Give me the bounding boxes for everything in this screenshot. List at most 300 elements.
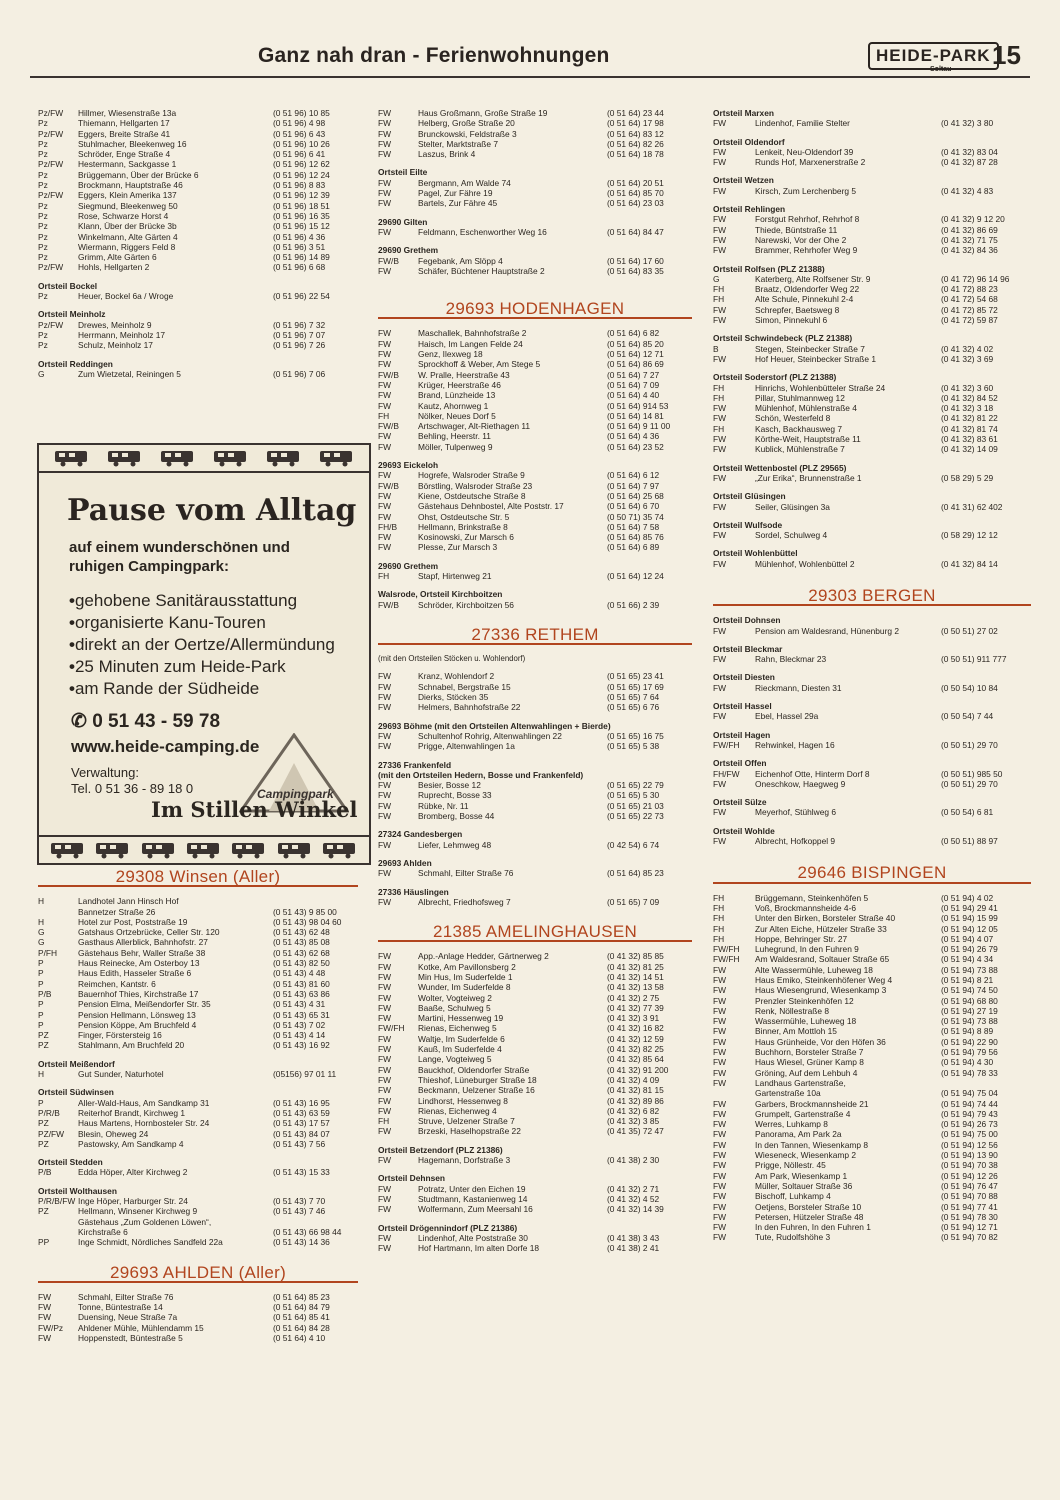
listing-name-address: Luhegrund, In den Fuhren 9 bbox=[755, 944, 859, 955]
accommodation-type: FW bbox=[378, 790, 392, 801]
district-heading: Ortsteil Wulfsode bbox=[713, 519, 783, 530]
listing-name-address: Fegebank, Am Slöpp 4 bbox=[418, 255, 503, 266]
listing-name-address: Gästehaus Dehnbostel, Alte Poststr. 17 bbox=[418, 501, 564, 512]
listing-name-address: Grimm, Alte Gärten 6 bbox=[78, 252, 157, 263]
listing-row bbox=[378, 1126, 692, 1136]
accommodation-type: H bbox=[38, 916, 45, 927]
listing-phone: (0 41 32) 85 64 bbox=[607, 1054, 664, 1065]
listing-phone: (0 51 94) 75 04 bbox=[941, 1088, 998, 1099]
accommodation-type: FW bbox=[713, 157, 727, 168]
listing-phone: (0 51 96) 12 24 bbox=[273, 169, 330, 180]
accommodation-type: Pz bbox=[38, 291, 48, 302]
listing-name-address: Hogrefe, Walsroder Straße 9 bbox=[418, 470, 525, 481]
listing-name-address: Forstgut Rehrhof, Rehrhof 8 bbox=[755, 214, 860, 225]
listing-name-address: Artschwager, Alt-Riethagen 11 bbox=[418, 421, 531, 432]
accommodation-type: FW bbox=[38, 1332, 52, 1343]
listing-phone: (0 51 64) 7 58 bbox=[607, 521, 660, 532]
listing-phone: (0 41 32) 87 28 bbox=[941, 157, 998, 168]
accommodation-type: FW bbox=[713, 1170, 727, 1181]
listing-phone: (0 41 38) 3 43 bbox=[607, 1232, 660, 1243]
listing-phone: (0 41 32) 84 14 bbox=[941, 558, 998, 569]
listing-row bbox=[38, 170, 358, 180]
listing-row bbox=[38, 1312, 358, 1322]
listing-name-address: Garbers, Brockmannsheide 21 bbox=[755, 1098, 869, 1109]
listing-phone: (0 41 32) 16 82 bbox=[607, 1023, 664, 1034]
accommodation-type: FW bbox=[713, 682, 727, 693]
district-heading: Ortsteil Wohlde bbox=[713, 825, 775, 836]
accommodation-type: FH bbox=[713, 392, 725, 403]
listing-name-address: Genz, Ilexweg 18 bbox=[418, 349, 483, 360]
listing-phone: (0 41 32) 14 39 bbox=[607, 1204, 664, 1215]
listing-name-address: Landhotel Jann Hinsch Hof bbox=[78, 896, 179, 907]
listing-row bbox=[713, 1057, 1031, 1067]
listing-phone: (0 51 64) 9 11 00 bbox=[607, 421, 671, 432]
listing-phone: (0 51 64) 85 23 bbox=[607, 868, 664, 879]
listing-phone: (0 51 94) 4 07 bbox=[941, 933, 994, 944]
listing-phone: (0 51 94) 26 73 bbox=[941, 1119, 998, 1130]
accommodation-type: FW bbox=[713, 1180, 727, 1191]
listing-row bbox=[713, 403, 1031, 413]
listing-row bbox=[713, 274, 1031, 284]
accommodation-type: FW bbox=[713, 964, 727, 975]
listing-row bbox=[38, 118, 358, 128]
listing-phone: (0 51 64) 84 28 bbox=[273, 1322, 330, 1333]
listing-row bbox=[713, 214, 1031, 224]
listing-name-address: Thiede, Büntstraße 11 bbox=[755, 224, 838, 235]
accommodation-type: FW bbox=[378, 431, 392, 442]
listing-row bbox=[713, 1222, 1031, 1232]
accommodation-type: FW bbox=[378, 961, 392, 972]
listing-phone: (0 51 43) 7 02 bbox=[273, 1019, 326, 1030]
accommodation-type: FW bbox=[713, 1077, 727, 1088]
listing-row bbox=[378, 571, 692, 581]
listing-name-address: Lindenhof, Alte Poststraße 30 bbox=[418, 1232, 528, 1243]
listing-row bbox=[378, 411, 692, 421]
ad-feature: • organisierte Kanu-Touren bbox=[69, 612, 369, 634]
listing-name-address: Wunder, Im Suderfelde 8 bbox=[418, 982, 511, 993]
listing-phone: (0 51 64) 82 26 bbox=[607, 138, 664, 149]
accommodation-type: P/R/B bbox=[38, 1107, 60, 1118]
listing-phone: (0 51 65) 22 73 bbox=[607, 811, 664, 822]
listing-row bbox=[713, 779, 1031, 789]
listing-phone: (0 41 32) 3 60 bbox=[941, 382, 994, 393]
listing-name-address: Schmahl, Eilter Straße 76 bbox=[78, 1291, 174, 1302]
listing-row bbox=[713, 1202, 1031, 1212]
listing-name-address: Krüger, Heerstraße 46 bbox=[418, 379, 501, 390]
listing-row bbox=[713, 344, 1031, 354]
listing-phone bbox=[273, 896, 358, 906]
district-heading: Ortsteil Eilte bbox=[378, 167, 428, 178]
town-heading: 21385 AMELINGHAUSEN bbox=[378, 923, 692, 942]
listing-name-address: Schrepfer, Baetsweg 8 bbox=[755, 304, 840, 315]
listing-row bbox=[378, 1003, 692, 1013]
accommodation-type: Pz bbox=[38, 149, 48, 160]
listing-row bbox=[378, 1034, 692, 1044]
listing-row bbox=[38, 1333, 358, 1343]
listing-name-address: Kautz, Ahornweg 1 bbox=[418, 400, 489, 411]
listing-phone: (0 51 94) 70 88 bbox=[941, 1191, 998, 1202]
listing-name-address: Hof Hartmann, Im alten Dorfe 18 bbox=[418, 1243, 540, 1254]
accommodation-type: FW bbox=[38, 1302, 52, 1313]
listing-row bbox=[378, 1054, 692, 1064]
listing-phone: (0 41 32) 3 85 bbox=[607, 1116, 660, 1127]
listing-row bbox=[713, 294, 1031, 304]
listing-phone: (0 51 43) 85 08 bbox=[273, 937, 330, 948]
listing-name-address: Hof Heuer, Steinbecker Straße 1 bbox=[755, 353, 877, 364]
listing-phone: (0 51 64) 6 89 bbox=[607, 542, 660, 553]
district-heading: 27336 Häuslingen bbox=[378, 886, 449, 897]
listing-phone: (0 51 96) 7 06 bbox=[273, 368, 326, 379]
listing-phone: (0 50 51) 29 70 bbox=[941, 778, 998, 789]
listing-row bbox=[378, 962, 692, 972]
town-heading: 29646 BISPINGEN bbox=[713, 864, 1031, 883]
ad-sign: Im Stillen Winkel bbox=[151, 797, 358, 822]
listing-name-address: Gatshaus Ortzebrücke, Celler Str. 120 bbox=[78, 927, 220, 938]
listing-name-address: Thieshof, Lüneburger Straße 18 bbox=[418, 1074, 537, 1085]
listing-name-address: Thiemann, Hellgarten 17 bbox=[78, 118, 170, 129]
listing-row bbox=[378, 349, 692, 359]
district-heading: Ortsteil Schwindebeck (PLZ 21388) bbox=[713, 333, 853, 344]
listing-row bbox=[378, 1194, 692, 1204]
listing-phone: (0 51 64) 85 20 bbox=[607, 338, 664, 349]
accommodation-type: FW bbox=[378, 702, 392, 713]
accommodation-type: FH bbox=[713, 923, 725, 934]
listing-name-address: Rahn, Bleckmar 23 bbox=[755, 654, 827, 665]
listing-name-address: Rienas, Eichenweg 5 bbox=[418, 1023, 497, 1034]
listing-name-address: Schnabel, Bergstraße 15 bbox=[418, 681, 511, 692]
listing-name-address: Dierks, Stöcken 35 bbox=[418, 692, 489, 703]
listing-phone: (0 41 32) 81 22 bbox=[941, 413, 998, 424]
district-heading: Walsrode, Ortsteil Kirchboitzen bbox=[378, 589, 503, 600]
listing-name-address: Struve, Uelzener Straße 7 bbox=[418, 1116, 515, 1127]
listing-phone: (0 50 51) 29 70 bbox=[941, 739, 998, 750]
listing-row bbox=[713, 1129, 1031, 1139]
listing-name-address: Rose, Schwarze Horst 4 bbox=[78, 210, 169, 221]
accommodation-type: FW bbox=[713, 975, 727, 985]
listing-name-address: Ahldener Mühle, Mühlendamm 15 bbox=[78, 1322, 204, 1333]
listing-name-address: Narewski, Vor der Ohe 2 bbox=[755, 234, 847, 245]
listing-phone: (0 51 64) 85 76 bbox=[607, 532, 664, 543]
listing-row bbox=[713, 444, 1031, 454]
listing-row bbox=[378, 868, 692, 878]
listing-row bbox=[713, 924, 1031, 934]
listing-row bbox=[38, 262, 358, 272]
accommodation-type: FH bbox=[713, 382, 725, 393]
listing-row bbox=[378, 982, 692, 992]
listing-name-address: Lindhorst, Hessenweg 8 bbox=[418, 1095, 508, 1106]
listing-name-address: Haus Wiesengrund, Wiesenkamp 3 bbox=[755, 985, 887, 996]
accommodation-type: FW bbox=[713, 472, 727, 483]
accommodation-type: FW bbox=[713, 1191, 727, 1202]
ad-website-link[interactable]: www.heide-camping.de bbox=[71, 737, 260, 756]
accommodation-type: FH bbox=[713, 294, 725, 305]
listing-row bbox=[378, 542, 692, 552]
listing-phone: (0 51 94) 12 56 bbox=[941, 1139, 998, 1150]
accommodation-type: FW bbox=[713, 530, 727, 541]
accommodation-type: FH bbox=[713, 913, 725, 924]
listing-row bbox=[38, 979, 358, 989]
listing-row bbox=[713, 1191, 1031, 1201]
accommodation-type: FW bbox=[378, 681, 392, 692]
accommodation-type: FW bbox=[378, 177, 392, 188]
accommodation-type: FW bbox=[713, 501, 727, 512]
listing-name-address: Albrecht, Friedhofsweg 7 bbox=[418, 896, 511, 907]
accommodation-type: FW bbox=[713, 1016, 727, 1027]
accommodation-type: FW bbox=[378, 118, 392, 129]
listing-name-address: Schulz, Meinholz 17 bbox=[78, 340, 153, 351]
listing-row bbox=[38, 252, 358, 262]
listing-name-address: Stapf, Hirtenweg 21 bbox=[418, 570, 492, 581]
listing-phone: (0 51 66) 2 39 bbox=[607, 599, 660, 610]
listing-row bbox=[38, 129, 358, 139]
listing-phone: (0 51 96) 15 12 bbox=[273, 221, 330, 232]
listing-name-address: Hellmann, Winsener Kirchweg 9 bbox=[78, 1206, 198, 1217]
listing-row bbox=[38, 958, 358, 968]
listing-row bbox=[713, 1016, 1031, 1026]
page-title: Ganz nah dran - Ferienwohnungen bbox=[258, 44, 610, 67]
accommodation-type: FW bbox=[378, 542, 392, 553]
listing-phone: (0 58 29) 12 12 bbox=[941, 530, 998, 541]
district-heading: Ortsteil Wohlenbüttel bbox=[713, 548, 798, 559]
listing-row bbox=[378, 129, 692, 139]
listing-row bbox=[38, 917, 358, 927]
town-heading: 29308 Winsen (Aller) bbox=[38, 868, 358, 887]
accommodation-type: Pz bbox=[38, 221, 48, 232]
listing-phone: (0 51 96) 6 68 bbox=[273, 262, 326, 273]
accommodation-type: PZ/FW bbox=[38, 1128, 65, 1139]
listing-row bbox=[378, 149, 692, 159]
accommodation-type: P bbox=[38, 1097, 44, 1108]
district-heading: Ortsteil Oldendorf bbox=[713, 136, 785, 147]
listing-name-address: Schultenhof Rohrig, Altenwahlingen 22 bbox=[418, 730, 562, 741]
listing-name-address: Pension am Waldesrand, Hünenburg 2 bbox=[755, 625, 900, 636]
listing-name-address: Wieseneck, Wiesenkamp 2 bbox=[755, 1150, 857, 1161]
accommodation-type: FW/Pz bbox=[38, 1322, 64, 1333]
listing-row bbox=[713, 1088, 1031, 1098]
accommodation-type: FW bbox=[713, 995, 727, 1006]
listing-name-address: Am Park, Wiesenkamp 1 bbox=[755, 1170, 848, 1181]
ad-phone: ✆ 0 51 43 - 59 78 bbox=[71, 711, 221, 732]
listing-phone: (0 51 43) 62 48 bbox=[273, 927, 330, 938]
listing-row bbox=[378, 600, 692, 610]
listing-row bbox=[378, 198, 692, 208]
listing-row bbox=[38, 1040, 358, 1050]
accommodation-type: PZ bbox=[38, 1040, 49, 1051]
listing-name-address: Duensing, Neue Straße 7a bbox=[78, 1312, 178, 1323]
listing-phone: (0 51 94) 73 88 bbox=[941, 1016, 998, 1027]
listing-name-address: Rehwinkel, Hagen 16 bbox=[755, 739, 835, 750]
listing-name-address: Möller, Tulpenweg 9 bbox=[418, 441, 493, 452]
listing-name-address: Alte Schule, Pinnekuhl 2-4 bbox=[755, 294, 854, 305]
listing-row bbox=[713, 654, 1031, 664]
listing-name-address: Voß, Brockmannsheide 4-6 bbox=[755, 902, 857, 913]
district-heading: Ortsteil Reddingen bbox=[38, 358, 113, 369]
listing-name-address: Pagel, Zur Fähre 19 bbox=[418, 188, 493, 199]
district-heading: 29690 Gilten bbox=[378, 216, 428, 227]
accommodation-type: FW/B bbox=[378, 421, 399, 432]
district-heading: Ortsteil Dehnsen bbox=[378, 1173, 446, 1184]
listing-name-address: Ohst, Ostdeutsche Str. 5 bbox=[418, 511, 510, 522]
listing-phone: (0 41 38) 2 30 bbox=[607, 1155, 660, 1166]
listing-row bbox=[378, 1243, 692, 1253]
town-heading: 29693 AHLDEN (Aller) bbox=[38, 1264, 358, 1283]
accommodation-type: FW bbox=[378, 951, 392, 962]
listing-name-address: Ebel, Hassel 29a bbox=[755, 711, 819, 722]
listing-phone: (0 51 94) 4 02 bbox=[941, 892, 994, 903]
listing-row bbox=[378, 139, 692, 149]
district-heading: 27336 Frankenfeld bbox=[378, 759, 452, 770]
listing-phone: (0 41 32) 84 36 bbox=[941, 245, 998, 256]
listing-phone: (0 51 94) 79 43 bbox=[941, 1108, 998, 1119]
listing-phone: (0 51 64) 14 81 bbox=[607, 410, 664, 421]
listing-name-address: Winkelmann, Alte Gärten 4 bbox=[78, 231, 178, 242]
caravan-icon bbox=[212, 449, 250, 467]
listing-phone: (0 41 31) 62 402 bbox=[941, 501, 1003, 512]
accommodation-type: FW bbox=[713, 1201, 727, 1212]
listing-name-address: Blesin, Oheweg 24 bbox=[78, 1128, 149, 1139]
listing-phone: (0 51 94) 12 05 bbox=[941, 923, 998, 934]
listing-phone: (0 51 64) 20 51 bbox=[607, 177, 664, 188]
accommodation-type: FW/FH bbox=[378, 1023, 405, 1034]
district-heading: Ortsteil Hassel bbox=[713, 701, 772, 712]
listing-phone: (0 51 64) 25 68 bbox=[607, 490, 664, 501]
accommodation-type: FW bbox=[378, 992, 392, 1003]
accommodation-type: FW bbox=[713, 413, 727, 424]
listing-name-address: Finger, Förstersteig 16 bbox=[78, 1030, 162, 1041]
listing-phone: (0 50 54) 10 84 bbox=[941, 682, 998, 693]
accommodation-type: FW bbox=[713, 1067, 727, 1078]
accommodation-type: Pz bbox=[38, 138, 48, 149]
listing-phone: (0 41 32) 81 25 bbox=[607, 961, 664, 972]
listing-name-address: Martini, Hessenweg 19 bbox=[418, 1013, 504, 1024]
listing-phone: (0 51 94) 78 30 bbox=[941, 1211, 998, 1222]
accommodation-type: FW bbox=[378, 1074, 392, 1085]
district-heading: Ortsteil Drögennindorf (PLZ 21386) bbox=[378, 1222, 518, 1233]
listing-row bbox=[713, 383, 1031, 393]
listing-name-address: Drewes, Meinholz 9 bbox=[78, 319, 152, 330]
listing-row bbox=[713, 740, 1031, 750]
district-heading: Ortsteil Südwinsen bbox=[38, 1087, 114, 1098]
accommodation-type: FW bbox=[378, 868, 392, 879]
listing-phone: (0 51 64) 7 09 bbox=[607, 379, 660, 390]
listing-row bbox=[713, 1099, 1031, 1109]
accommodation-type: FW bbox=[378, 1155, 392, 1166]
listing-phone: (0 51 96) 6 41 bbox=[273, 149, 326, 160]
listing-name-address: Kosinowski, Zur Marsch 6 bbox=[418, 532, 514, 543]
district-heading: Ortsteil Offen bbox=[713, 758, 767, 769]
listing-phone: (0 41 32) 3 69 bbox=[941, 353, 994, 364]
accommodation-type: FW bbox=[378, 1193, 392, 1204]
listing-phone: (0 58 29) 5 29 bbox=[941, 472, 994, 483]
accommodation-type: PP bbox=[38, 1237, 50, 1248]
accommodation-type: Pz bbox=[38, 200, 48, 211]
listing-row bbox=[38, 340, 358, 350]
district-heading: Ortsteil Marxen bbox=[713, 108, 774, 118]
accommodation-type: FW bbox=[378, 328, 392, 339]
listing-name-address: Herrmann, Meinholz 17 bbox=[78, 329, 166, 340]
listing-row bbox=[713, 1232, 1031, 1242]
listing-row bbox=[378, 380, 692, 390]
listing-phone: (0 51 96) 10 85 bbox=[273, 108, 330, 118]
listing-name-address: Brunckowski, Feldstraße 3 bbox=[418, 128, 517, 139]
listing-phone: (0 41 32) 3 18 bbox=[941, 403, 994, 414]
accommodation-type: FW bbox=[713, 304, 727, 315]
accommodation-type: G bbox=[38, 937, 45, 948]
listing-name-address: Gröning, Auf dem Lehbuh 4 bbox=[755, 1067, 858, 1078]
listing-name-address: Lenkeit, Neu-Oldendorf 39 bbox=[755, 146, 854, 157]
listing-phone: (0 51 94) 77 41 bbox=[941, 1201, 998, 1212]
listing-row bbox=[38, 907, 358, 917]
listing-row bbox=[38, 320, 358, 330]
listing-row bbox=[38, 159, 358, 169]
listing-row bbox=[38, 242, 358, 252]
listing-phone: (0 51 64) 23 03 bbox=[607, 198, 664, 209]
caravan-icon bbox=[265, 449, 303, 467]
listing-row bbox=[713, 807, 1031, 817]
accommodation-type bbox=[38, 1227, 78, 1237]
accommodation-type: PZ bbox=[38, 1118, 49, 1129]
town-heading: 27336 RETHEM bbox=[378, 626, 692, 645]
listing-row bbox=[713, 903, 1031, 913]
listing-row bbox=[378, 1044, 692, 1054]
listing-name-address: Brand, Lünzheide 13 bbox=[418, 390, 496, 401]
accommodation-type: FW bbox=[378, 1095, 392, 1106]
accommodation-type: FW bbox=[378, 972, 392, 982]
listing-phone: (0 51 64) 85 70 bbox=[607, 188, 664, 199]
listing-row bbox=[713, 305, 1031, 315]
listing-name-address: Meyerhof, Stühlweg 6 bbox=[755, 807, 837, 818]
campingpark-advertisement bbox=[37, 443, 371, 865]
listing-phone: (0 51 64) 17 98 bbox=[607, 118, 664, 129]
listing-name-address: Eggers, Breite Straße 41 bbox=[78, 128, 171, 139]
listing-name-address: Rieckmann, Diesten 31 bbox=[755, 682, 842, 693]
accommodation-type: FW bbox=[713, 625, 727, 636]
listing-phone: (0 51 94) 79 56 bbox=[941, 1047, 998, 1058]
accommodation-type: FW bbox=[378, 811, 392, 822]
listing-phone: (0 51 96) 16 35 bbox=[273, 210, 330, 221]
listing-row bbox=[378, 118, 692, 128]
listing-row bbox=[38, 232, 358, 242]
caravan-border-top bbox=[39, 445, 369, 473]
listing-phone: (0 51 94) 68 80 bbox=[941, 995, 998, 1006]
listing-row bbox=[713, 434, 1031, 444]
header-divider bbox=[30, 76, 1030, 78]
listing-phone: (0 51 64) 7 27 bbox=[607, 369, 660, 380]
listing-row bbox=[713, 354, 1031, 364]
listing-row bbox=[378, 1065, 692, 1075]
listing-row bbox=[713, 975, 1031, 985]
caravan-icon bbox=[159, 449, 197, 467]
accommodation-type: Pz/FW bbox=[38, 159, 64, 170]
listing-phone: (0 41 32) 3 91 bbox=[607, 1013, 660, 1024]
accommodation-type: FH bbox=[713, 284, 725, 295]
listing-phone: (0 41 38) 2 41 bbox=[607, 1243, 660, 1254]
listing-phone: (0 51 94) 26 79 bbox=[941, 944, 998, 955]
listing-row bbox=[38, 211, 358, 221]
listing-column-1 bbox=[38, 108, 358, 379]
listing-phone: (0 51 64) 914 53 bbox=[607, 400, 669, 411]
listing-phone: (0 41 32) 6 82 bbox=[607, 1105, 660, 1116]
listing-phone: (0 51 43) 62 68 bbox=[273, 947, 330, 958]
listing-phone: (0 51 94) 8 21 bbox=[941, 975, 994, 985]
listing-name-address: Unter den Birken, Borsteler Straße 40 bbox=[755, 913, 896, 924]
caravan-icon bbox=[276, 841, 314, 859]
listing-row bbox=[713, 944, 1031, 954]
listing-name-address: Wolfermann, Zum Meersahl 16 bbox=[418, 1204, 533, 1215]
listing-name-address: Lange, Vogteiweg 5 bbox=[418, 1054, 492, 1065]
listing-row bbox=[713, 965, 1031, 975]
listing-name-address: Brammer, Rehrhofer Weg 9 bbox=[755, 245, 858, 256]
